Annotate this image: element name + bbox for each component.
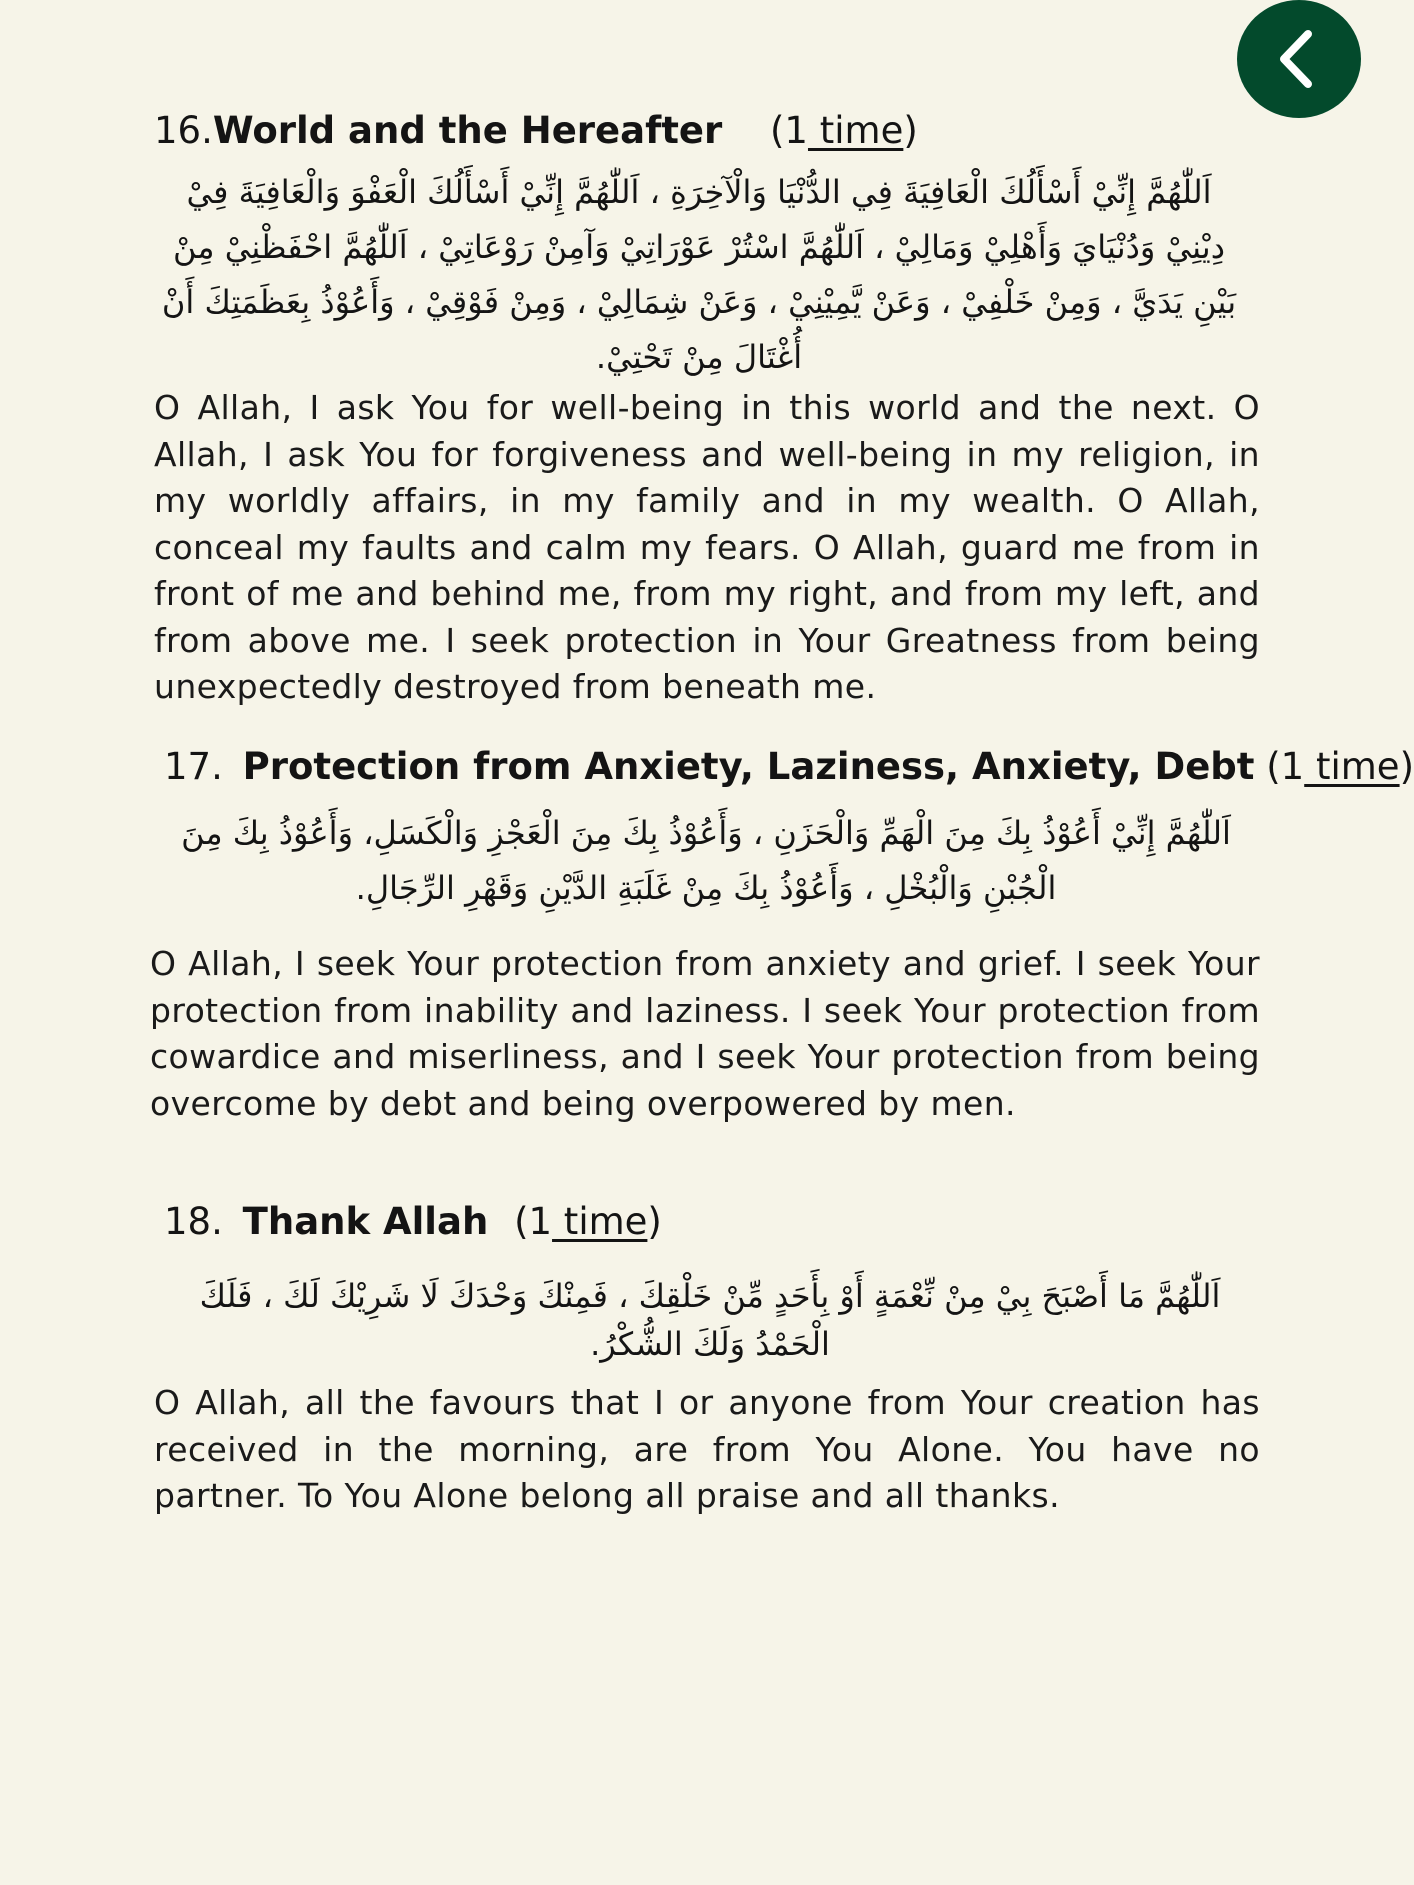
section-heading-16 <box>154 109 918 153</box>
section-title: World and the Hereafter <box>212 109 723 152</box>
section-number: 16. <box>154 109 213 152</box>
repeat-count: (1 time) <box>770 109 918 152</box>
arabic-text-18: اَللّٰهُمَّ مَا أَصْبَحَ بِيْ مِنْ نِّعْمَةٍ أَوْ بِأَحَدٍ مِّنْ خَلْقِكَ ، فَمِنْكَ وَحْدَكَ لَا شَرِيْكَ لَكَ ، فَلَكَ الْحَمْدُ وَلَكَ الشُّكْرُ. <box>199 1277 1221 1363</box>
section-title: Thank Allah <box>242 1200 489 1243</box>
section-number: 18. <box>164 1200 223 1243</box>
section-heading-17 <box>164 745 1414 789</box>
translation-text-16: O Allah, I ask You for well-being in this world and the next. O Allah, I ask You for forgiveness and well-being in my religion, in my worldly affairs, in my family and in my wealth. O Allah, conceal my faults and calm my fears. O Allah, guard me from in front of me and behind me, from my right, and from my left, and from above me. I seek protection in Your Greatness from being unexpectedly destroyed from beneath me. <box>154 388 1260 706</box>
chevron-left-icon <box>1264 24 1334 94</box>
arabic-text-17: اَللّٰهُمَّ إِنِّيْ أَعُوْذُ بِكَ مِنَ الْهَمِّ وَالْحَزَنِ ، وَأَعُوْذُ بِكَ مِنَ الْعَجْزِ وَالْكَسَلِ، وَأَعُوْذُ بِكَ مِنَ الْجُبْنِ وَالْبُخْلِ ، وَأَعُوْذُ بِكَ مِنْ غَلَبَةِ الدَّيْنِ وَقَهْرِ الرِّجَالِ. <box>181 814 1231 907</box>
section-title: Protection from Anxiety, Laziness, Anxiety, Debt <box>242 745 1255 788</box>
back-button[interactable] <box>1237 0 1361 118</box>
translation-text-17: O Allah, I seek Your protection from anxiety and grief. I seek Your protection from inability and laziness. I seek Your protection from cowardice and miserliness, and I seek Your protection from being overcome by debt and being overpowered by men. <box>150 944 1260 1123</box>
section-number: 17. <box>164 745 223 788</box>
repeat-count: (1 time) <box>1266 745 1414 788</box>
translation-text-18: O Allah, all the favours that I or anyone from Your creation has received in the morning, are from You Alone. You have no partner. To You Alone belong all praise and all thanks. <box>154 1383 1260 1515</box>
repeat-count: (1 time) <box>514 1200 662 1243</box>
arabic-text-16: اَللّٰهُمَّ إِنِّيْ أَسْأَلُكَ الْعَافِيَةَ فِي الدُّنْيَا وَالْآخِرَةِ ، اَللّٰهُمَّ إِنِّيْ أَسْأَلُكَ الْعَفْوَ وَالْعَافِيَةَ فِيْ دِيْنِيْ وَدُنْيَايَ وَأَهْلِيْ وَمَالِيْ ، اَللّٰهُمَّ اسْتُرْ عَوْرَاتِيْ وَآمِنْ رَوْعَاتِيْ ، اَللّٰهُمَّ احْفَظْنِيْ مِنْ بَيْنِ يَدَيَّ ، وَمِنْ خَلْفِيْ ، وَعَنْ يَّمِيْنِيْ ، وَعَنْ شِمَالِيْ ، وَمِنْ فَوْقِيْ ، وَأَعُوْذُ بِعَظَمَتِكَ أَنْ أُغْتَالَ مِنْ تَحْتِيْ. <box>161 173 1237 376</box>
section-heading-18 <box>164 1200 662 1244</box>
